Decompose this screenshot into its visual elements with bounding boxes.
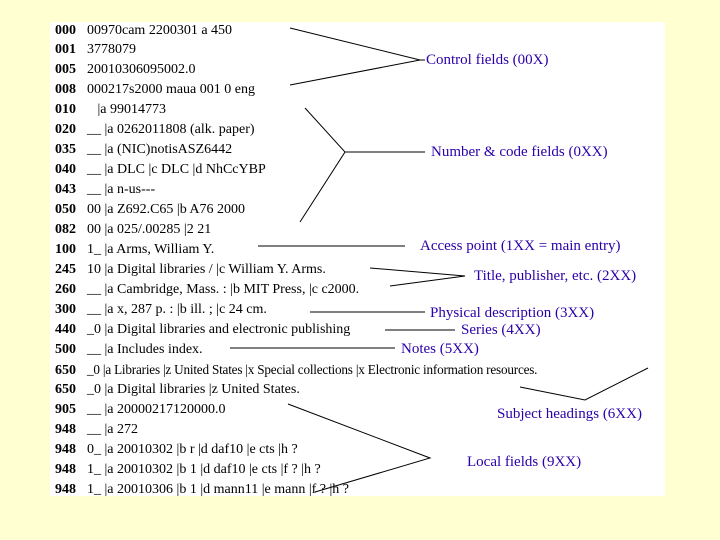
marc-field-row — [55, 220, 211, 239]
field-tag: 082 — [55, 222, 76, 237]
field-value: __ |a 272 — [87, 422, 139, 437]
field-tag: 001 — [55, 42, 76, 57]
field-value: __ |a x, 287 p. : |b ill. ; |c 24 cm. — [87, 302, 267, 317]
field-value: __ |a Cambridge, Mass. : |b MIT Press, |c c2000. — [87, 282, 360, 297]
marc-field-row — [55, 140, 232, 159]
marc-field-row — [55, 440, 298, 459]
callout-access-point: Access point (1XX = main entry) — [420, 238, 621, 254]
field-tag: 005 — [55, 62, 76, 77]
marc-field-row — [55, 100, 166, 119]
field-value: 1_ |a Arms, William Y. — [87, 242, 215, 257]
marc-field-row — [55, 21, 232, 40]
field-tag: 948 — [55, 482, 76, 497]
field-tag: 043 — [55, 182, 76, 197]
field-value: __ |a DLC |c DLC |d NhCcYBP — [87, 162, 266, 177]
field-value: 1_ |a 20010302 |b 1 |d daf10 |e cts |f ? |h ? — [87, 462, 321, 477]
field-tag: 650 — [55, 382, 76, 397]
marc-field-row — [55, 240, 214, 259]
field-value: __ |a 0262011808 (alk. paper) — [87, 122, 255, 137]
field-tag: 010 — [55, 102, 76, 117]
field-value: 00 |a Z692.C65 |b A76 2000 — [87, 202, 246, 217]
field-tag: 050 — [55, 202, 76, 217]
marc-field-row — [55, 360, 537, 379]
field-tag: 035 — [55, 142, 76, 157]
callout-physical-description: Physical description (3XX) — [430, 305, 595, 321]
field-tag: 500 — [55, 342, 76, 357]
callout-title-publisher: Title, publisher, etc. (2XX) — [474, 268, 637, 284]
callout-number-code-fields: Number & code fields (0XX) — [431, 144, 608, 160]
field-tag: 000 — [55, 23, 76, 38]
field-value: _0 |a Digital libraries and electronic publishing — [87, 322, 351, 337]
field-value: |a 99014773 — [87, 102, 167, 117]
marc-field-row — [55, 380, 300, 399]
field-value: 1_ |a 20010306 |b 1 |d mann11 |e mann |f ? |h ? — [87, 482, 350, 497]
marc-field-row — [55, 40, 136, 59]
marc-field-row — [55, 300, 267, 319]
field-value: 3778079 — [87, 42, 136, 57]
marc-field-row — [55, 460, 321, 479]
field-value: 0_ |a 20010302 |b r |d daf10 |e cts |h ? — [87, 442, 298, 457]
marc-field-row — [55, 80, 255, 99]
field-tag: 040 — [55, 162, 76, 177]
callout-control-fields: Control fields (00X) — [426, 52, 549, 68]
marc-field-row — [55, 180, 155, 199]
marc-field-row — [55, 480, 349, 499]
marc-field-row — [55, 260, 326, 279]
field-value: __ |a n-us--- — [87, 182, 156, 197]
field-value: __ |a (NIC)notisASZ6442 — [87, 142, 233, 157]
field-value: _0 |a Digital libraries |z United States. — [87, 382, 300, 397]
field-value: 00970cam 2200301 a 450 — [87, 23, 233, 38]
field-value: 00 |a 025/.00285 |2 21 — [87, 222, 212, 237]
field-value: 000217s2000 maua 001 0 eng — [87, 82, 255, 97]
field-tag: 260 — [55, 282, 76, 297]
field-tag: 100 — [55, 242, 76, 257]
marc-field-row — [55, 60, 196, 79]
field-value: __ |a Includes index. — [87, 342, 203, 357]
marc-field-row — [55, 280, 359, 299]
field-value: __ |a 20000217120000.0 — [87, 402, 226, 417]
field-value: 20010306095002.0 — [87, 62, 196, 77]
field-tag: 020 — [55, 122, 76, 137]
field-tag: 905 — [55, 402, 76, 417]
callout-local-fields: Local fields (9XX) — [467, 454, 582, 470]
marc-field-row — [55, 120, 255, 139]
field-tag: 440 — [55, 322, 76, 337]
field-tag: 245 — [55, 262, 76, 277]
marc-field-row — [55, 400, 226, 419]
marc-field-row — [55, 340, 203, 359]
callout-notes: Notes (5XX) — [401, 341, 479, 357]
field-value: 10 |a Digital libraries / |c William Y. Arms. — [87, 262, 326, 277]
marc-field-row — [55, 320, 350, 339]
marc-field-row — [55, 160, 266, 179]
field-value: _0 |a Libraries |z United States |x Special collections |x Electronic information resources. — [87, 362, 538, 377]
marc-field-row — [55, 200, 245, 219]
callout-series: Series (4XX) — [461, 322, 541, 338]
field-tag: 650 — [55, 363, 76, 378]
marc-field-row — [55, 420, 138, 439]
field-tag: 948 — [55, 442, 76, 457]
field-tag: 008 — [55, 82, 76, 97]
field-tag: 300 — [55, 302, 76, 317]
field-tag: 948 — [55, 462, 76, 477]
callout-subject-headings: Subject headings (6XX) — [497, 406, 642, 422]
field-tag: 948 — [55, 422, 76, 437]
